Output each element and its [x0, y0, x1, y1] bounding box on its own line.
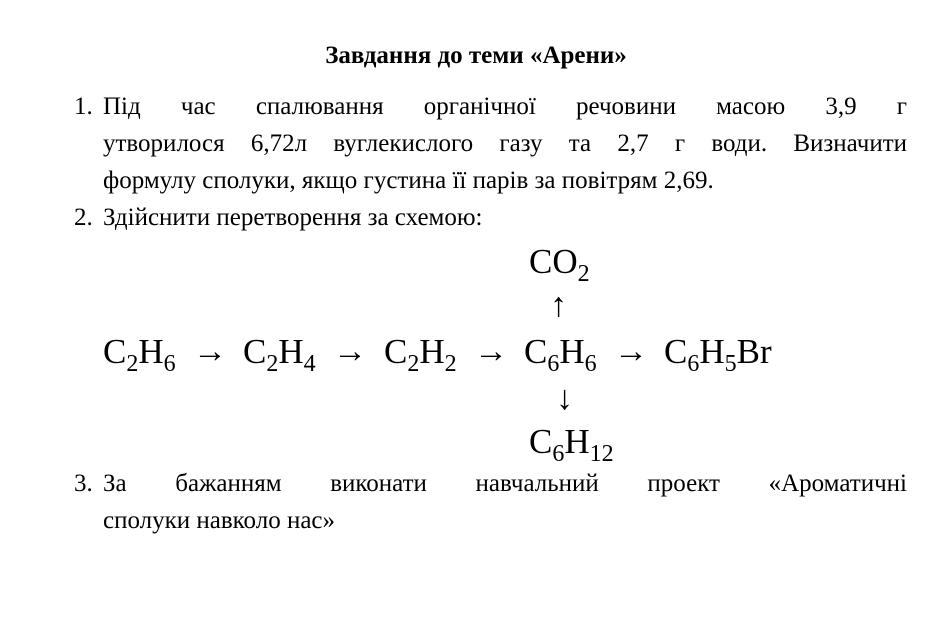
formula-ethane: $C_2H_6$: [103, 332, 176, 377]
formula-benzene: $C_6H_6$: [524, 332, 597, 377]
page-title: Завдання до теми «Арени»: [325, 42, 627, 69]
task-text: [103, 465, 907, 539]
task-line: Здійснити перетворення за схемою:: [103, 204, 483, 231]
arrow-down-icon: ↓: [556, 380, 573, 417]
product-co2: $CO_2$: [529, 242, 590, 287]
arrow-right-icon: →: [474, 333, 508, 370]
arrow-right-icon: →: [614, 333, 648, 370]
task-line: Під час спалювання органічної речовини масою 3,9 г: [103, 93, 907, 120]
task-line: утворилося 6,72л вуглекислого газу та 2,7 г води. Визначити: [103, 130, 907, 157]
formula-ethyne: $C_2H_2$: [384, 332, 457, 377]
task-line: сполуки навколо нас»: [103, 507, 336, 534]
arrow-right-icon: →: [193, 333, 227, 370]
formula-ethene: $C_2H_4$: [243, 332, 316, 377]
task-line: За бажанням виконати навчальний проект «Ароматичні: [103, 470, 907, 497]
arrow-up-icon: ↑: [550, 287, 567, 324]
arrow-right-icon: →: [333, 333, 367, 370]
task-number: 1.: [74, 93, 93, 120]
task-line: формулу сполуки, якщо густина її парів за повітрям 2,69.: [103, 167, 714, 194]
product-cyclohexane: $C_6H_{12}$: [529, 422, 614, 467]
formula-bromobenzene: $C_6H_5Br$: [664, 332, 772, 377]
task-number: 2.: [74, 204, 93, 231]
task-number: 3.: [74, 470, 93, 497]
